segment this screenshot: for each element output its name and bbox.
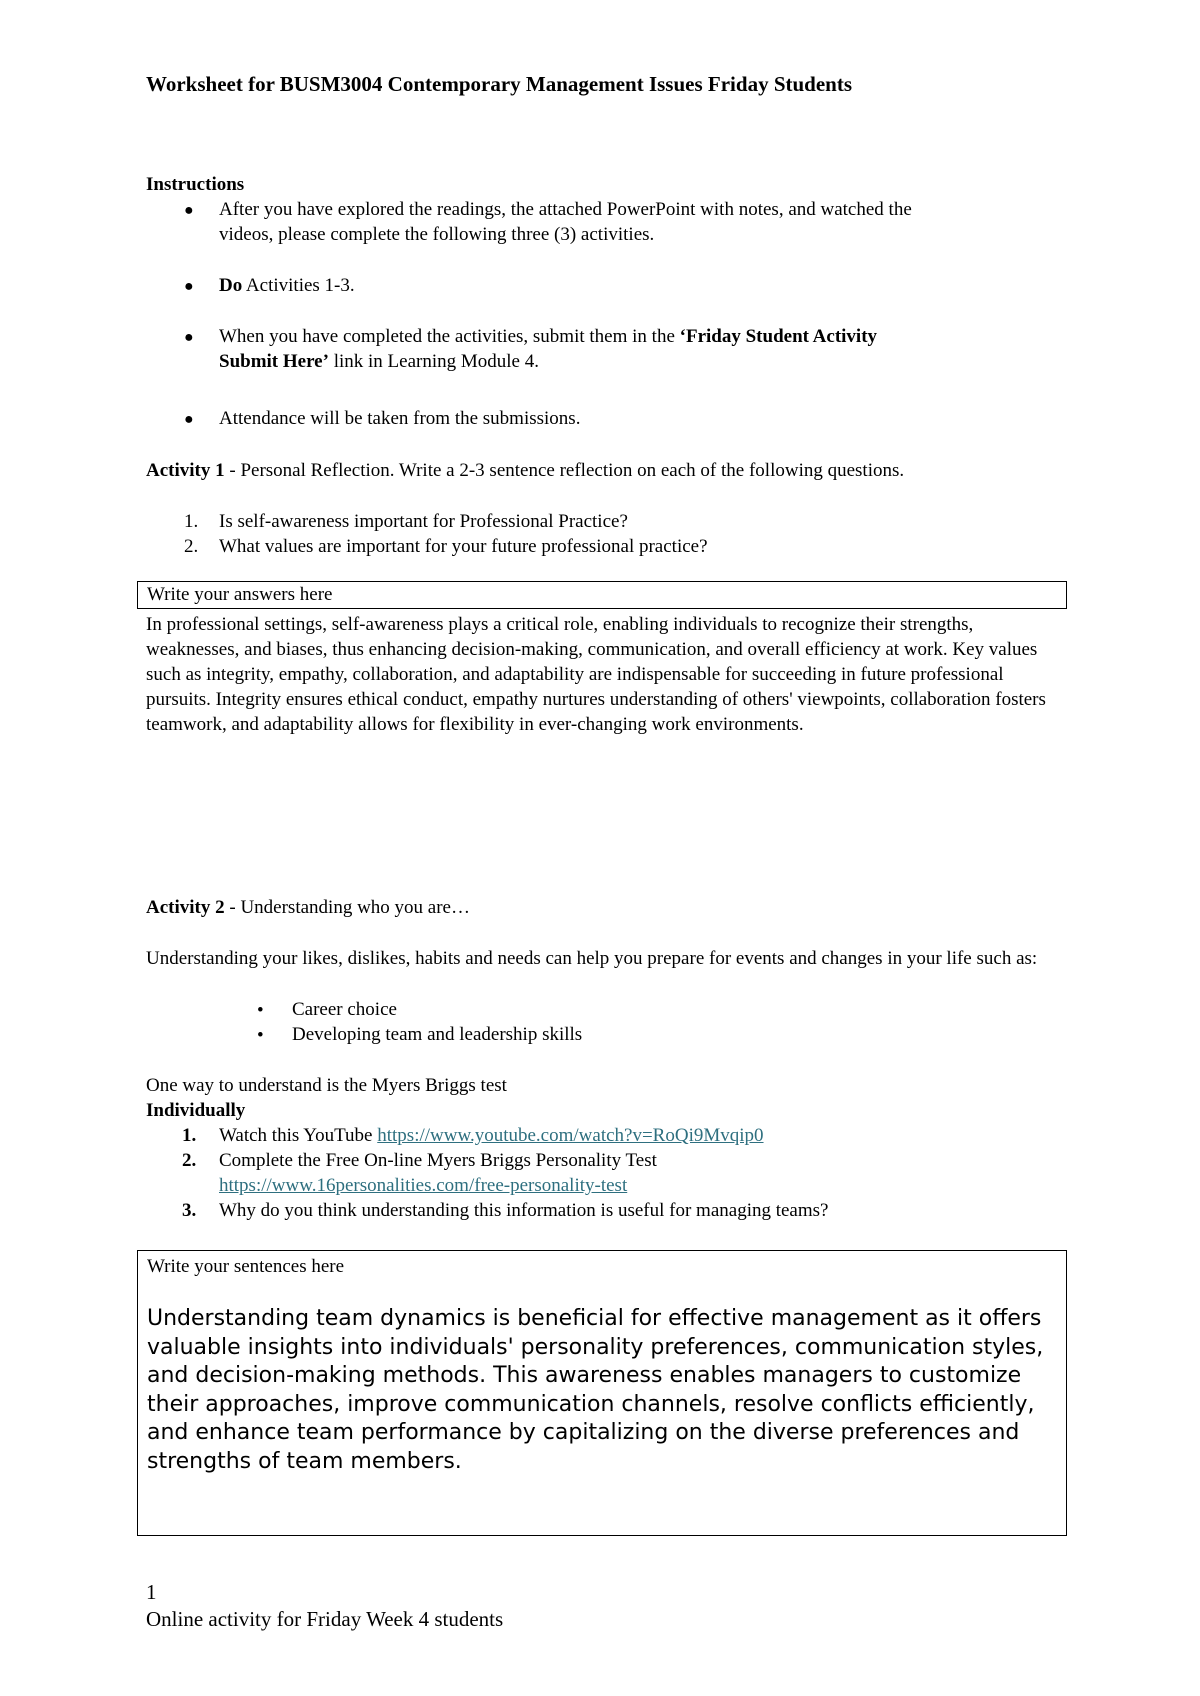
bullet-icon: ● [184,411,194,428]
activity2-answer-box [137,1250,1067,1536]
activity2-answer-text: Understanding team dynamics is beneficial for effective management as it offers valuable insights into individuals' personality preferences, communication styles, and decision-making methods. This awareness enables managers to customize their approaches, improve communication channels, resolve conflicts efficiently, and enhance team performance by capitalizing on the diverse preferences and strengths of team members. [147,1306,1044,1474]
youtube-link[interactable]: https://www.youtube.com/watch?v=RoQi9Mvqip0 [377,1125,764,1146]
instruction-item-4: Attendance will be taken from the submissions. [219,408,581,429]
activity2-step-2: Complete the Free On-line Myers Briggs Personality Test [219,1150,657,1171]
activity2-heading [146,895,470,920]
step-number: 3. [182,1200,197,1221]
bullet-icon: ● [184,278,194,295]
activity2-answer-box-label: Write your sentences here [147,1256,345,1277]
bullet-icon: • [257,1025,264,1046]
instruction-item-2-bold: Do [219,275,243,296]
bullet-icon: ● [184,329,194,346]
personality-test-link[interactable]: https://www.16personalities.com/free-personality-test [219,1175,628,1196]
instruction-item-2 [219,273,355,298]
instruction-item-2-text: Activities 1-3. [242,275,355,296]
activity2-desc: - Understanding who you are… [224,897,470,918]
step-number: 1. [182,1125,197,1146]
instructions-heading: Instructions [146,174,245,195]
activity1-question-1: Is self-awareness important for Professional Practice? [219,511,628,532]
activity1-desc: - Personal Reflection. Write a 2-3 sentence reflection on each of the following questions. [224,460,905,481]
activity2-intro: Understanding your likes, dislikes, habits and needs can help you prepare for events and changes in your life such as: [146,948,1038,969]
question-number: 1. [184,511,199,532]
activity2-bullet-1: Career choice [292,999,397,1020]
myers-briggs-intro: One way to understand is the Myers Briggs test [146,1075,507,1096]
activity1-heading [146,458,904,483]
instruction-item-1-line2: videos, please complete the following three (3) activities. [219,224,655,245]
instruction-item-3-line1 [219,324,877,349]
instruction-item-3-bold2: Submit Here’ [219,351,329,372]
activity2-label: Activity 2 [146,897,225,918]
instruction-item-3-post: link in Learning Module 4. [328,351,539,372]
activity2-step-1 [219,1123,764,1148]
individually-heading: Individually [146,1100,246,1121]
question-number: 2. [184,536,199,557]
activity2-step-3: Why do you think understanding this information is useful for managing teams? [219,1200,829,1221]
bullet-icon: • [257,1000,264,1021]
instruction-item-3-line2 [219,349,539,374]
instruction-item-3-bold1: ‘Friday Student Activity [679,326,878,347]
instruction-item-3-pre: When you have completed the activities, submit them in the [219,326,680,347]
footer-text: Online activity for Friday Week 4 students [146,1607,504,1631]
step-number: 2. [182,1150,197,1171]
activity1-answer-text: In professional settings, self-awareness plays a critical role, enabling individuals to recognize their strengths, weaknesses, and biases, thus enhancing decision-making, communication, and overall efficiency at work. Key values such as integrity, empathy, collaboration, and adaptability are indispensable for succeeding in future professional pursuits. Integrity ensures ethical conduct, empathy nurtures understanding of others' viewpoints, collaboration fosters teamwork, and adaptability allows for flexibility in ever-changing work environments. [146,614,1046,735]
bullet-icon: ● [184,202,194,219]
instruction-item-1-line1: After you have explored the readings, the attached PowerPoint with notes, and watched the [219,199,912,220]
activity2-bullet-2: Developing team and leadership skills [292,1024,583,1045]
page-title: Worksheet for BUSM3004 Contemporary Management Issues Friday Students [146,72,853,96]
activity1-answer-box-label: Write your answers here [137,581,1067,609]
activity1-label: Activity 1 [146,460,225,481]
page-number: 1 [146,1580,157,1604]
activity1-question-2: What values are important for your future professional practice? [219,536,708,557]
step-1-text: Watch this YouTube [219,1125,378,1146]
